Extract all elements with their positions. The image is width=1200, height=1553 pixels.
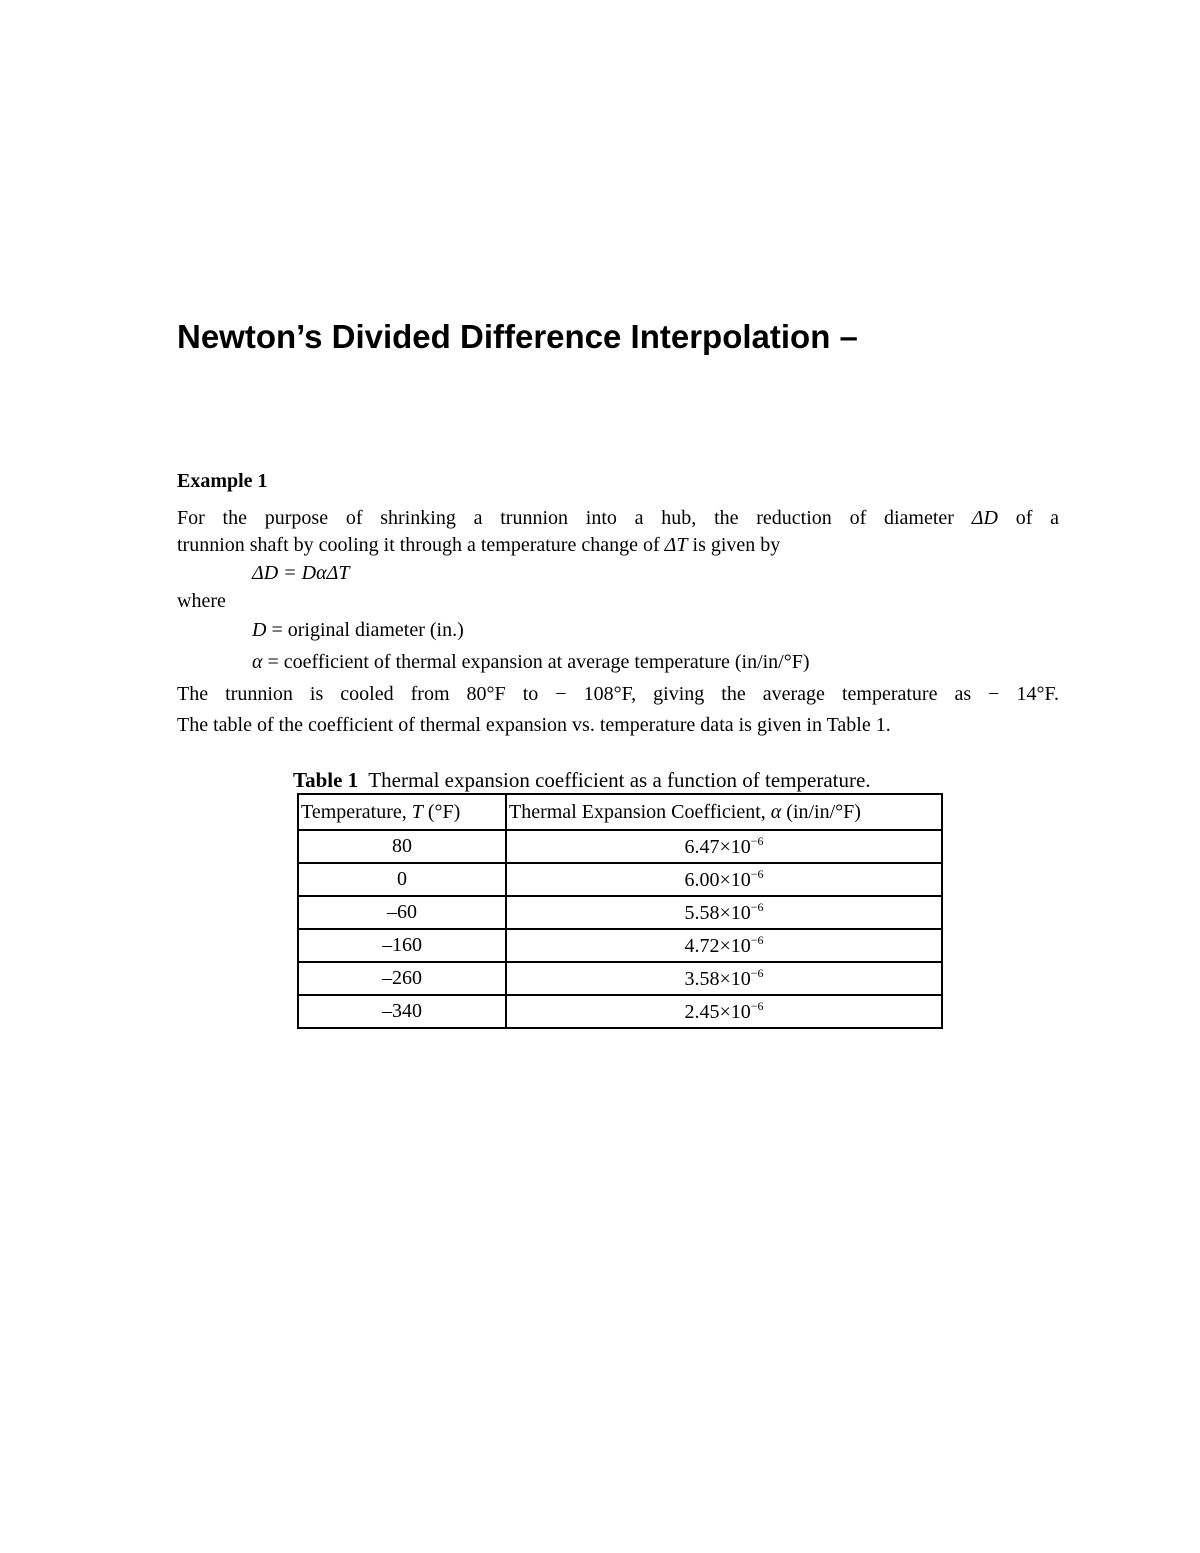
example-heading: Example 1	[177, 470, 268, 492]
coefficient-cell: $2.45\times 10^{-6}$	[506, 995, 942, 1028]
coefficient-cell: $4.72\times 10^{-6}$	[506, 929, 942, 962]
alpha-symbol: α	[252, 651, 263, 673]
table-row	[298, 929, 942, 962]
definition-text: = original diameter (in.)	[271, 619, 464, 641]
paragraph-text: of a	[1015, 507, 1060, 529]
paragraph-text: For the purpose of shrinking a trunnion into a hub, the reduction of diameter	[177, 507, 954, 529]
paragraph-line-1	[177, 507, 1059, 530]
temperature-cell: –60	[298, 896, 506, 929]
equation: ΔD = DαΔT	[252, 562, 350, 584]
table-row	[298, 830, 942, 863]
paragraph-text: is given by	[692, 534, 781, 556]
table-row	[298, 995, 942, 1028]
definition-d	[252, 619, 464, 642]
delta-t-symbol: ΔT	[664, 534, 688, 556]
paragraph-text: trunnion shaft by cooling it through a temperature change of	[177, 534, 660, 556]
table-header-row	[298, 794, 942, 830]
temperature-cell: –340	[298, 995, 506, 1028]
header-coefficient: Thermal Expansion Coefficient, α (in/in/°F)	[506, 794, 942, 830]
where-label: where	[177, 590, 226, 612]
table-row	[298, 896, 942, 929]
data-table	[297, 793, 943, 1029]
table-caption	[293, 768, 871, 793]
table-caption-text: Thermal expansion coefficient as a function of temperature.	[368, 768, 871, 792]
table-caption-label: Table 1	[293, 768, 359, 792]
coefficient-cell: $6.00\times 10^{-6}$	[506, 863, 942, 896]
delta-d-symbol: ΔD	[971, 507, 998, 529]
temperature-cell: 0	[298, 863, 506, 896]
temperature-cell: –160	[298, 929, 506, 962]
header-temperature: Temperature, T (°F)	[298, 794, 506, 830]
table-row	[298, 863, 942, 896]
coefficient-cell: $6.47\times 10^{-6}$	[506, 830, 942, 863]
table-reference-line: The table of the coefficient of thermal expansion vs. temperature data is given in Table 1.	[177, 714, 891, 736]
paragraph-line-2	[177, 534, 780, 557]
coefficient-cell: $5.58\times 10^{-6}$	[506, 896, 942, 929]
coefficient-cell: $3.58\times 10^{-6}$	[506, 962, 942, 995]
d-symbol: D	[252, 619, 267, 641]
definition-alpha	[252, 651, 810, 674]
table-row	[298, 962, 942, 995]
temperature-cell: –260	[298, 962, 506, 995]
temperature-cell: 80	[298, 830, 506, 863]
cooling-line: The trunnion is cooled from 80°F to − 108°F, giving the average temperature as − 14°F.	[177, 683, 1059, 705]
page-title: Newton’s Divided Difference Interpolation –	[177, 318, 858, 355]
definition-text: = coefficient of thermal expansion at average temperature (in/in/°F)	[267, 651, 810, 673]
